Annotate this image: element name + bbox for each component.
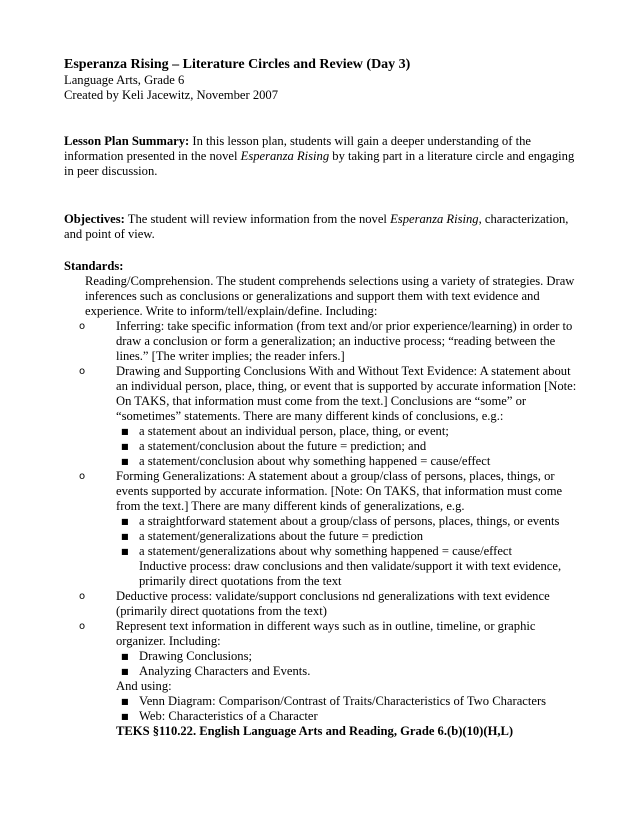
list-item — [79, 319, 584, 364]
sub-list-item — [121, 694, 584, 709]
objectives — [64, 212, 584, 242]
circle-bullet-icon: o — [79, 621, 86, 632]
list-item-text: Inferring: take specific information (from text and/or prior experience/learning) in order to draw a conclusion or form a generalization; an inductive process; “reading between the lines.” [The writer implies; the reader infers.] — [116, 319, 573, 363]
document-page — [64, 56, 584, 739]
square-bullet-icon: ■ — [121, 532, 129, 541]
sub-list-item — [121, 664, 584, 679]
sub-list-item — [121, 424, 584, 439]
standards-intro: Reading/Comprehension. The student comprehends selections using a variety of strategies. Draw inferences such as conclusions or generalizations and support them with text evidence and experience. Write to inform/tell/explain/define. Including: — [85, 274, 575, 318]
square-bullet-icon: ■ — [121, 652, 129, 661]
sub-list — [116, 694, 584, 724]
square-bullet-icon: ■ — [121, 457, 129, 466]
sub-list-item — [121, 439, 584, 454]
sub-list — [116, 649, 584, 679]
sub-list-item — [121, 649, 584, 664]
sub-list-item-text: Drawing Conclusions; — [139, 649, 252, 663]
and-using-label: And using: — [116, 679, 172, 693]
sub-list — [116, 424, 584, 469]
standards-list — [64, 319, 584, 724]
summary-label: Lesson Plan Summary: — [64, 134, 190, 148]
created-line: Created by Keli Jacewitz, November 2007 — [64, 88, 279, 102]
list-item — [79, 589, 584, 619]
sub-list-item-text: a statement/generalizations about the future = prediction — [139, 529, 424, 543]
list-item — [79, 619, 584, 724]
grade-line: Language Arts, Grade 6 — [64, 73, 185, 87]
objectives-text-b: , characterization, and point of view. — [64, 212, 569, 241]
objectives-label: Objectives: — [64, 212, 125, 226]
list-item-text: Represent text information in different ways such as in outline, timeline, or graphic organizer. Including: — [116, 619, 536, 648]
sub-list-item-text: a statement/generalizations about why something happened = cause/effect — [139, 544, 513, 558]
sub-list-item-text: a statement/conclusion about why something happened = cause/effect — [139, 454, 491, 468]
square-bullet-icon: ■ — [121, 442, 129, 451]
square-bullet-icon: ■ — [121, 712, 129, 721]
sub-list-item-text: Web: Characteristics of a Character — [139, 709, 318, 723]
circle-bullet-icon: o — [79, 321, 86, 332]
square-bullet-icon: ■ — [121, 427, 129, 436]
sub-list-item-text: Venn Diagram: Comparison/Contrast of Traits/Characteristics of Two Characters — [139, 694, 547, 708]
sub-list-item — [121, 514, 584, 529]
objectives-novel-title: Esperanza Rising — [390, 212, 479, 226]
list-item-text: Drawing and Supporting Conclusions With and Without Text Evidence: A statement about an individual person, place, thing, or event that is supported by accurate information [Note: On TAKS, that information must come from the text.] Conclusions are “some” or “sometimes” statements. There are many different kinds of conclusions, e.g.: — [116, 364, 577, 423]
standards-section — [64, 259, 584, 739]
sub-list-item-text: a straightforward statement about a group/class of persons, places, things, or events — [139, 514, 560, 528]
square-bullet-icon: ■ — [121, 547, 129, 556]
inductive-note: Inductive process: draw conclusions and then validate/support it with text evidence, primarily direct quotations from the text — [139, 559, 562, 588]
sub-list-item-text: a statement about an individual person, place, thing, or event; — [139, 424, 449, 438]
list-item — [79, 364, 584, 469]
square-bullet-icon: ■ — [121, 667, 129, 676]
sub-list-item — [121, 454, 584, 469]
standards-label: Standards: — [64, 259, 124, 273]
list-item-text: Deductive process: validate/support conclusions nd generalizations with text evidence (primarily direct quotations from the text) — [116, 589, 550, 618]
list-item-text: Forming Generalizations: A statement about a group/class of persons, places, things, or events supported by accurate information. [Note: On TAKS, that information must come from the text.] There are many different kinds of generalizations, e.g. — [116, 469, 563, 513]
list-item — [79, 469, 584, 589]
document-title: Esperanza Rising – Literature Circles and Review (Day 3) — [64, 57, 411, 72]
sub-list-item-text: Analyzing Characters and Events. — [139, 664, 311, 678]
sub-list-item — [121, 529, 584, 544]
summary-text-b: by taking part in a literature circle and engaging in peer discussion. — [64, 149, 575, 178]
sub-list-item-text: a statement/conclusion about the future = prediction; and — [139, 439, 427, 453]
sub-list — [116, 514, 584, 589]
objectives-text-a: The student will review information from the novel — [124, 212, 391, 226]
square-bullet-icon: ■ — [121, 697, 129, 706]
summary-text-a: In this lesson plan, students will gain a deeper understanding of the information presented in the novel — [64, 134, 531, 163]
sub-list-item — [121, 709, 584, 724]
lesson-summary — [64, 134, 584, 179]
sub-list-item — [121, 544, 584, 589]
circle-bullet-icon: o — [79, 471, 86, 482]
circle-bullet-icon: o — [79, 366, 86, 377]
teks-reference: TEKS §110.22. English Language Arts and Reading, Grade 6.(b)(10)(H,L) — [116, 724, 514, 738]
summary-novel-title: Esperanza Rising — [240, 149, 330, 163]
circle-bullet-icon: o — [79, 591, 86, 602]
square-bullet-icon: ■ — [121, 517, 129, 526]
